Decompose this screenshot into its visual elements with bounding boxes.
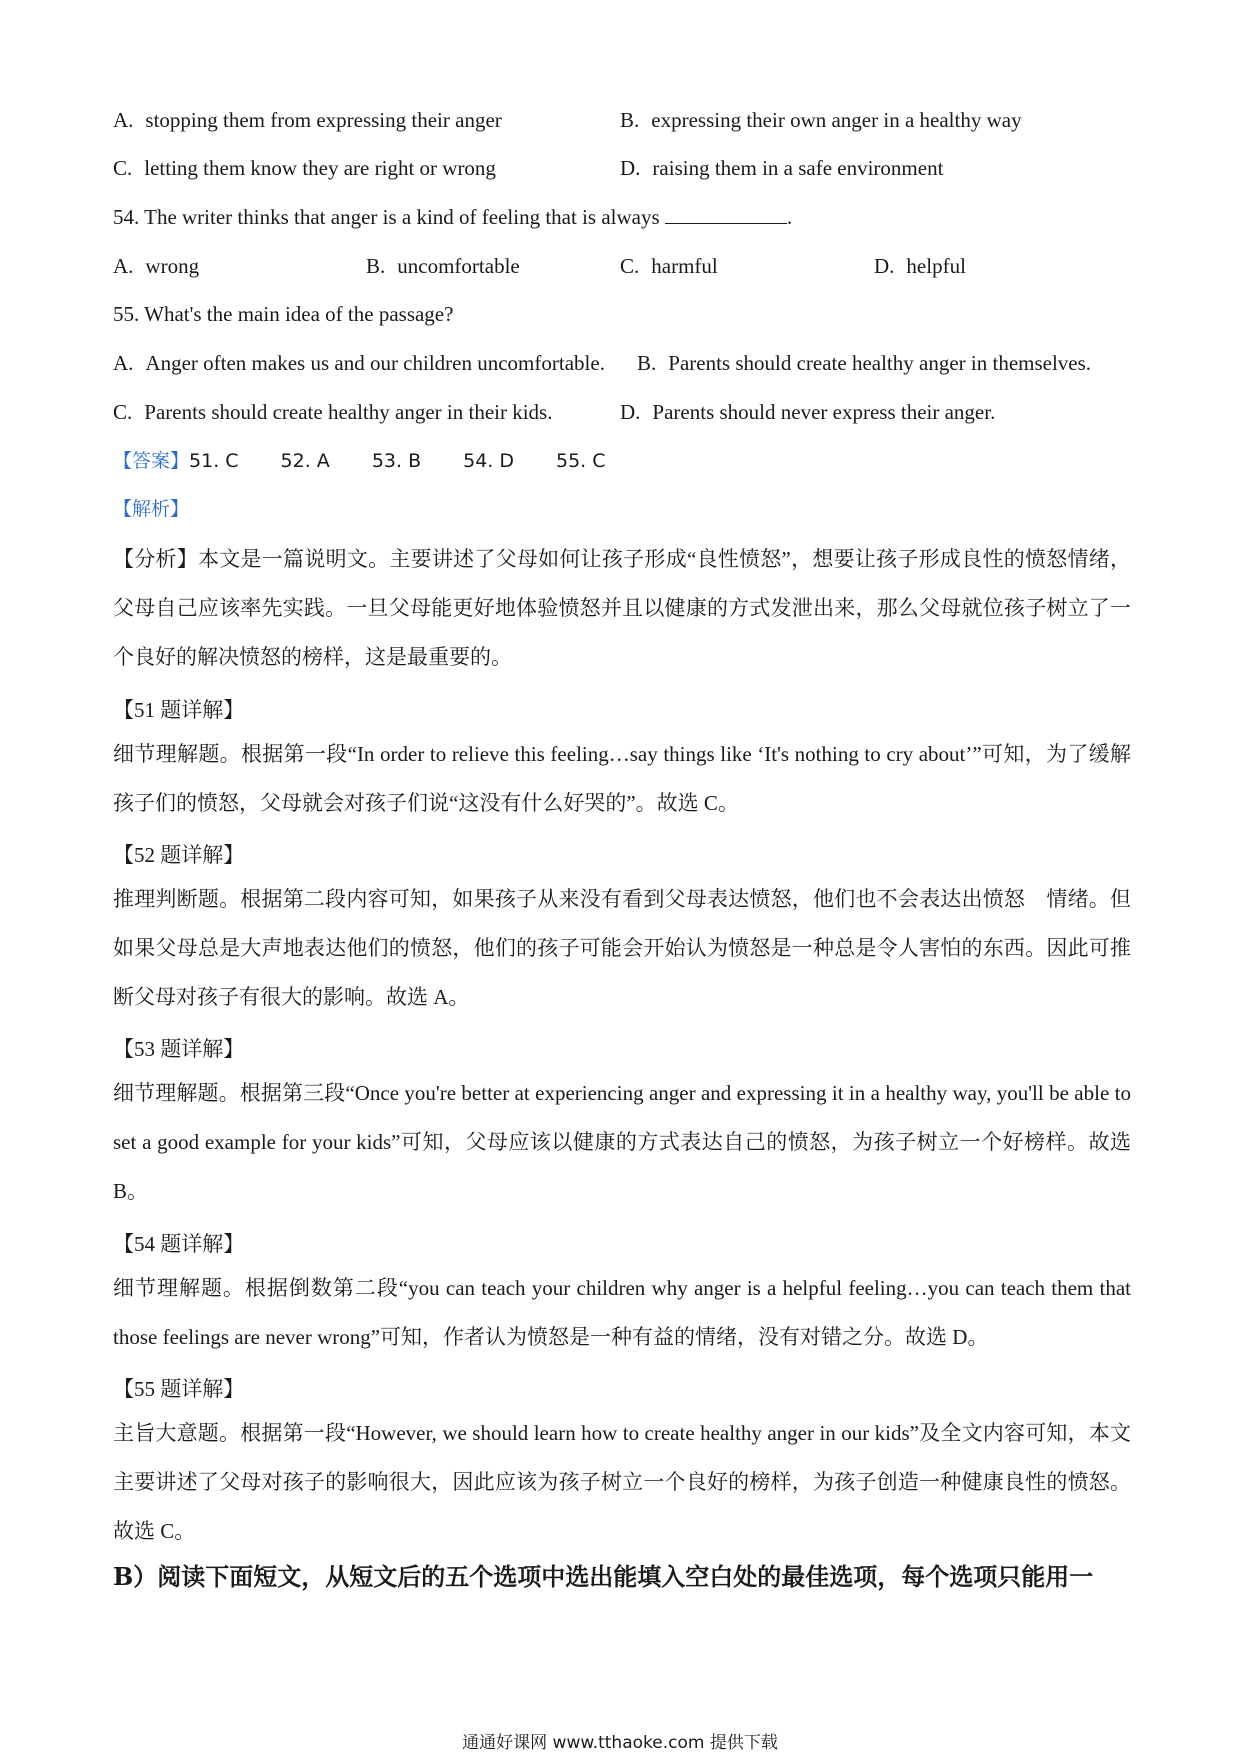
option-53-b — [620, 105, 1022, 135]
detail-text-55: 主旨大意题。根据第一段“However, we should learn how to create healthy anger in our kids”及全文内容可知，本文主要讲述了父母对孩子的影响很大，因此应该为孩子树立一个良好的榜样，为孩子创造一种健康良性的愤怒。故选 C。 — [113, 1421, 1131, 1543]
option-key: A. — [113, 254, 134, 278]
option-53-c — [113, 153, 496, 183]
detail-text-53: 细节理解题。根据第三段“Once you're better at experiencing anger and expressing it in a healthy way, you'll be able to set a good example for your kids”可知，父母应该以健康的方式表达自己的愤怒，为孩子树立一个好榜样。故选 B。 — [113, 1081, 1131, 1203]
analysis-label: 【解析】 — [113, 498, 190, 520]
option-key: D. — [620, 156, 641, 180]
detail-text-51: 细节理解题。根据第一段“In order to relieve this feeling…say things like ‘It's nothing to cry about’”可知，为了缓解孩子们的愤怒，父母就会对孩子们说“这没有什么好哭的”。故选 C。 — [113, 742, 1131, 815]
question-54-stem: 54. The writer thinks that anger is a kind of feeling that is always — [113, 205, 660, 229]
option-53-d — [620, 153, 943, 183]
question-54 — [113, 202, 792, 232]
detail-title-55: 【55 题详解】 — [113, 1377, 245, 1401]
option-text: expressing their own anger in a healthy way — [651, 108, 1022, 132]
option-key: B. — [620, 108, 640, 132]
detail-title-54: 【54 题详解】 — [113, 1232, 245, 1256]
option-key: A. — [113, 108, 134, 132]
option-key: B. — [637, 351, 657, 375]
option-54-a — [113, 251, 199, 281]
answer-line — [113, 446, 606, 476]
section-b-heading: B）阅读下面短文，从短文后的五个选项中选出能填入空白处的最佳选项，每个选项只能用一 — [113, 1562, 1094, 1591]
detail-title-53: 【53 题详解】 — [113, 1037, 245, 1061]
option-text: letting them know they are right or wrong — [144, 156, 496, 180]
option-text: helpful — [906, 254, 966, 278]
option-text: uncomfortable — [397, 254, 520, 278]
page-footer: 通通好课网 www.tthaoke.com 提供下载 — [462, 1733, 778, 1753]
option-key: C. — [113, 156, 133, 180]
option-text: Parents should never express their anger. — [652, 400, 996, 424]
option-55-d — [620, 397, 995, 427]
option-54-d — [874, 251, 966, 281]
option-text: stopping them from expressing their anger — [145, 108, 502, 132]
option-text: Anger often makes us and our children uncomfortable. — [145, 351, 605, 375]
question-54-end: . — [786, 205, 793, 229]
answer-52: 52. A — [280, 450, 330, 472]
question-55: 55. What's the main idea of the passage? — [113, 302, 454, 326]
option-key: A. — [113, 351, 134, 375]
option-55-c — [113, 397, 552, 427]
option-54-b — [366, 251, 520, 281]
option-key: D. — [620, 400, 641, 424]
option-key: C. — [113, 400, 133, 424]
answer-51: 51. C — [189, 450, 239, 472]
option-55-b — [637, 348, 1091, 378]
option-text: Parents should create healthy anger in their kids. — [144, 400, 553, 424]
analysis-summary: 【分析】本文是一篇说明文。主要讲述了父母如何让孩子形成“良性愤怒”，想要让孩子形成良性的愤怒情绪，父母自己应该率先实践。一旦父母能更好地体验愤怒并且以健康的方式发泄出来，那么父母就位孩子树立了一个良好的解决愤怒的榜样，这是最重要的。 — [113, 547, 1131, 669]
answer-blank — [665, 203, 787, 224]
answer-54: 54. D — [463, 450, 514, 472]
option-54-c — [620, 251, 718, 281]
detail-text-54: 细节理解题。根据倒数第二段“you can teach your children why anger is a helpful feeling…you can teach them that those feelings are never wrong”可知，作者认为愤怒是一种有益的情绪，没有对错之分。故选 D。 — [113, 1276, 1131, 1349]
answer-55: 55. C — [556, 450, 606, 472]
option-55-a — [113, 348, 605, 378]
option-key: C. — [620, 254, 640, 278]
detail-text-52: 推理判断题。根据第二段内容可知，如果孩子从来没有看到父母表达愤怒，他们也不会表达出愤怒 情绪。但如果父母总是大声地表达他们的愤怒，他们的孩子可能会开始认为愤怒是一种总是令人害怕的东西。因此可推断父母对孩子有很大的影响。故选 A。 — [113, 887, 1131, 1009]
option-53-a — [113, 105, 502, 135]
detail-title-52: 【52 题详解】 — [113, 843, 245, 867]
option-key: D. — [874, 254, 895, 278]
answer-label: 【答案】 — [113, 450, 190, 472]
detail-title-51: 【51 题详解】 — [113, 698, 245, 722]
option-text: wrong — [145, 254, 200, 278]
option-text: Parents should create healthy anger in themselves. — [668, 351, 1092, 375]
answer-53: 53. B — [371, 450, 422, 472]
option-key: B. — [366, 254, 386, 278]
option-text: harmful — [651, 254, 718, 278]
option-text: raising them in a safe environment — [652, 156, 944, 180]
